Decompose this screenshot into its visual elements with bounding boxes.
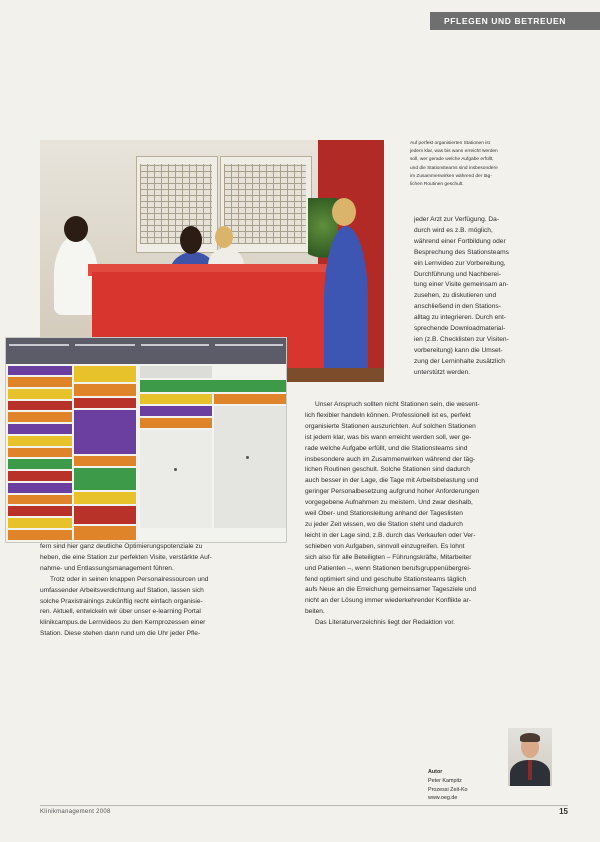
photo-caption: Auf perfekt organisierten Stationen ist jedem klar, was bis wann erreicht werden soll, wer gerade welche Aufgabe erfüllt, und die Stationsteams sind insbesondere im Zusammenwirken während der täg- lichen Routinen geschult. — [410, 141, 498, 188]
nurse-standing — [324, 226, 368, 376]
author-portrait — [508, 728, 552, 786]
page-number: 15 — [559, 807, 568, 816]
author-website: www.oeg.de — [428, 795, 458, 802]
right-body-text: Unser Anspruch sollten nicht Stationen sein, die wesent- lich flexibler handeln können. Professionell ist es, perfekt organisierte Stationen auszurichten. Auf solchen Stationen ist jedem klar, was bis wann erreicht werden soll, wer ge- rade welche Aufgabe erfüllt, und die Stationsteams sind insbesondere auch im Zusammenwirken während der täg- lichen Routinen geschult. Solche Stationen sind dadurch auch besser in der Lage, die Tage mit Arbeitsbelastung und geringer Personalbesetzung aufgrund hoher Anforderungen vorgegebene Aufnahmen zu meistern. Und zwar deshalb, weil Ober- und Stationsleitung anhand der Tageslisten zu jeder Zeit wissen, wo die Station steht und dadurch leicht in der Lage sind, z.B. durch das Verkaufen oder Ver- schieben von Aufgaben, sinnvoll einzugreifen. Es lohnt sich also für alle Beteiligten – Führungskräfte, Mitarbeiter und Patienten –, wenn Stationen berufsgruppenübergrei- fend optimiert sind und geschulte Stationsteams täglich aufs Neue an die Erreichung gemeinsamer Tagesziele und nicht an der Lösung immer wiederkehrender Konflikte ar- beiten. Das Literaturverzeichnis liegt der Redaktion vor. — [305, 401, 480, 627]
schedule-column-header — [212, 338, 287, 364]
schedule-column-header — [138, 338, 213, 364]
author-org: Prozessi Zeit-Ko — [428, 786, 468, 793]
footer-divider — [40, 805, 568, 806]
daily-schedule-graphic — [5, 337, 287, 543]
page-footer — [40, 809, 568, 821]
footer-publication: Klinikmanagement 2008 — [40, 809, 111, 815]
author-label: Autor — [428, 769, 443, 775]
schedule-column-header — [72, 338, 139, 364]
schedule-column-header — [6, 338, 73, 364]
author-name: Peter Kampitz — [428, 777, 462, 784]
left-body-text: fern sind hier ganz deutliche Optimierungspotenziale zu heben, die eine Station zur perfekten Visite, verstärkte Auf- nahme- und Entlassungsmanagement führen. Trotz oder in seinen knappen Personalressourcen und umfassender Arbeitsverdichtung auf Station, lassen sich solche Praxistrainings zukünftig recht einfach organisie- ren. Aktuell, entwickeln wir über unser e-learning Portal klinikcampus.de Lernvideos zu den Kernprozessen einer Station. Diese stehen dann rund um die Uhr jeder Pfle- — [40, 543, 212, 638]
right-column-text: jeder Arzt zur Verfügung. Da- durch wird es z.B. möglich, während einer Fortbildung oder Besprechung des Stationsteams ein Lernvideo zur Vorbereitung, Durchführung und Nachberei- tung einer Visite gemeinsam an- zusehen, zu diskutieren und anschließend in den Stations- alltag zu integrieren. Durch ent- sprechende Downloadmaterial- ien (z.B. Checklisten zur Visiten- vorbereitung) kann die Umset- zung der Lerninhalte zusätzlich unterstützt werden. — [414, 216, 509, 376]
section-title: PFLEGEN UND BETREUEN — [444, 16, 567, 26]
section-header — [430, 12, 600, 30]
